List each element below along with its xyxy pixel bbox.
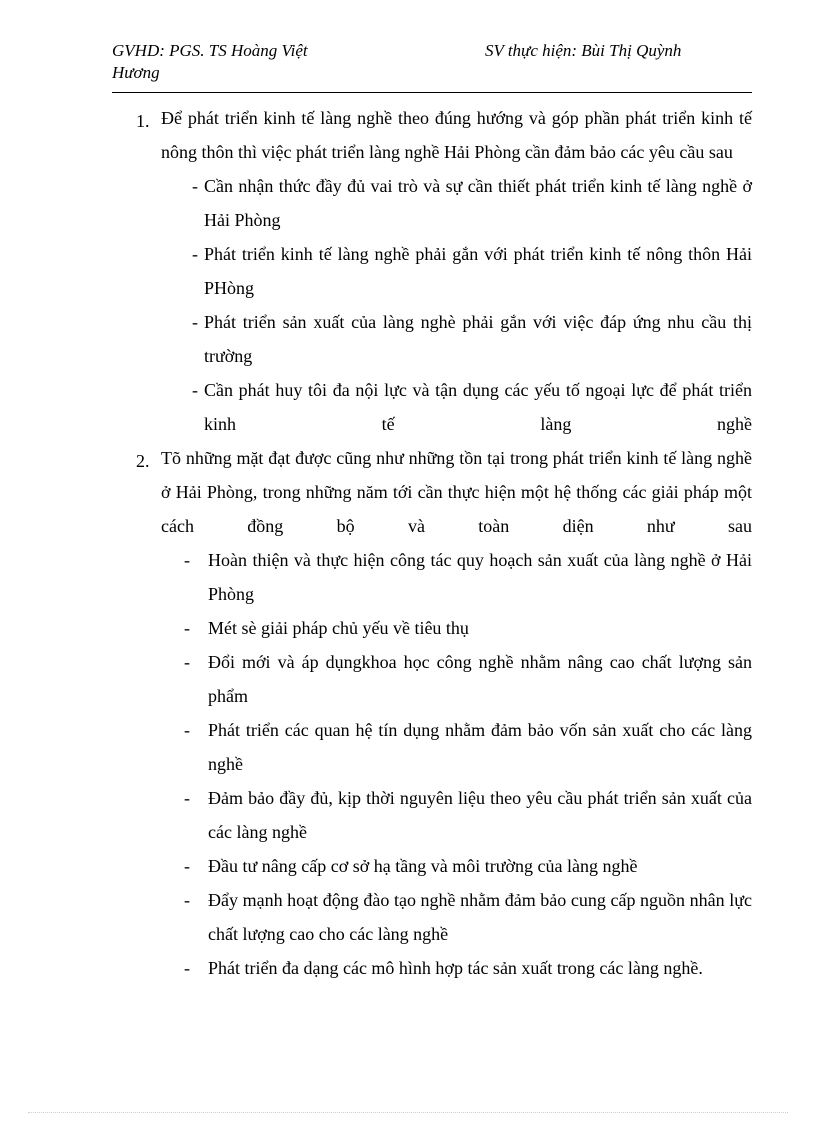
section-1-text: Để phát triển kinh tế làng nghề theo đúng hướng và góp phần phát triển kinh tế nông thôn thì việc phát triển làng nghề Hải Phòng cần đảm bảo các yêu cầu sau [161, 108, 752, 162]
section-1-number: 1. [136, 111, 150, 131]
list-item [192, 373, 752, 441]
list-item-text: Hoàn thiện và thực hiện công tác quy hoạch sản xuất của làng nghề ở Hải Phòng [208, 550, 752, 604]
list-item-text: Phát triển kinh tế làng nghề phải gắn với phát triển kinh tế nông thôn Hải PHòng [204, 244, 752, 298]
list-item [184, 951, 752, 985]
list-item [184, 645, 752, 713]
dash-bullet: - [184, 720, 190, 740]
list-item [184, 781, 752, 849]
header-student: SV thực hiện: Bùi Thị Quỳnh [485, 41, 682, 60]
list-item [184, 611, 752, 645]
list-item-text: Phát triển các quan hệ tín dụng nhằm đảm bảo vốn sản xuất cho các làng nghề [208, 720, 752, 774]
list-item-text: Phát triển sản xuất của làng nghè phải gắn với việc đáp ứng nhu cầu thị trường [204, 312, 752, 366]
list-item-text: Đổi mới và áp dụngkhoa học công nghề nhằm nâng cao chất lượng sản phẩm [208, 652, 752, 706]
dash-bullet: - [192, 380, 198, 400]
list-item-text: Mét sè giải pháp chủ yếu về tiêu thụ [208, 618, 469, 638]
dash-bullet: - [192, 244, 198, 264]
document-body [0, 101, 816, 985]
list-item [192, 169, 752, 237]
dash-bullet: - [192, 312, 198, 332]
dash-bullet: - [184, 856, 190, 876]
list-item-text: Cần phát huy tôi đa nội lực và tận dụng các yếu tố ngoại lực để phát triển kinh tế làng nghề [204, 380, 752, 434]
list-item-text: Cần nhận thức đầy đủ vai trò và sự cần thiết phát triển kinh tế làng nghề ở Hải Phòng [204, 176, 752, 230]
list-item [192, 305, 752, 373]
list-item [184, 543, 752, 611]
section-2 [0, 441, 752, 543]
dash-bullet: - [184, 958, 190, 978]
dash-bullet: - [184, 618, 190, 638]
list-item [184, 849, 752, 883]
dash-bullet: - [184, 788, 190, 808]
section-1 [0, 101, 752, 169]
list-item [184, 883, 752, 951]
list-item-text: Đẩy mạnh hoạt động đào tạo nghề nhằm đảm bảo cung cấp nguồn nhân lực chất lượng cao cho các làng nghề [208, 890, 752, 944]
header-advisor: GVHD: PGS. TS Hoàng Việt Hương [112, 41, 308, 82]
dash-bullet: - [184, 890, 190, 910]
list-item-text: Phát triển đa dạng các mô hình hợp tác sản xuất trong các làng nghề. [208, 958, 703, 978]
section-2-number: 2. [136, 451, 150, 471]
section-2-text: Tõ những mặt đạt được cũng như những tồn tại trong phát triển kinh tế làng nghề ở Hải Phòng, trong những năm tới cần thực hiện một hệ thống các giải pháp một cách đồng bộ và toàn diện như sau [161, 448, 752, 536]
list-item [184, 713, 752, 781]
header-rule [112, 92, 752, 93]
page-bottom-divider [28, 1112, 788, 1113]
dash-bullet: - [184, 652, 190, 672]
dash-bullet: - [192, 176, 198, 196]
list-item [192, 237, 752, 305]
dash-bullet: - [184, 550, 190, 570]
list-item-text: Đảm bảo đầy đủ, kịp thời nguyên liệu theo yêu cầu phát triển sản xuất của các làng nghề [208, 788, 752, 842]
list-item-text: Đầu tư nâng cấp cơ sở hạ tầng và môi trường của làng nghề [208, 856, 638, 876]
